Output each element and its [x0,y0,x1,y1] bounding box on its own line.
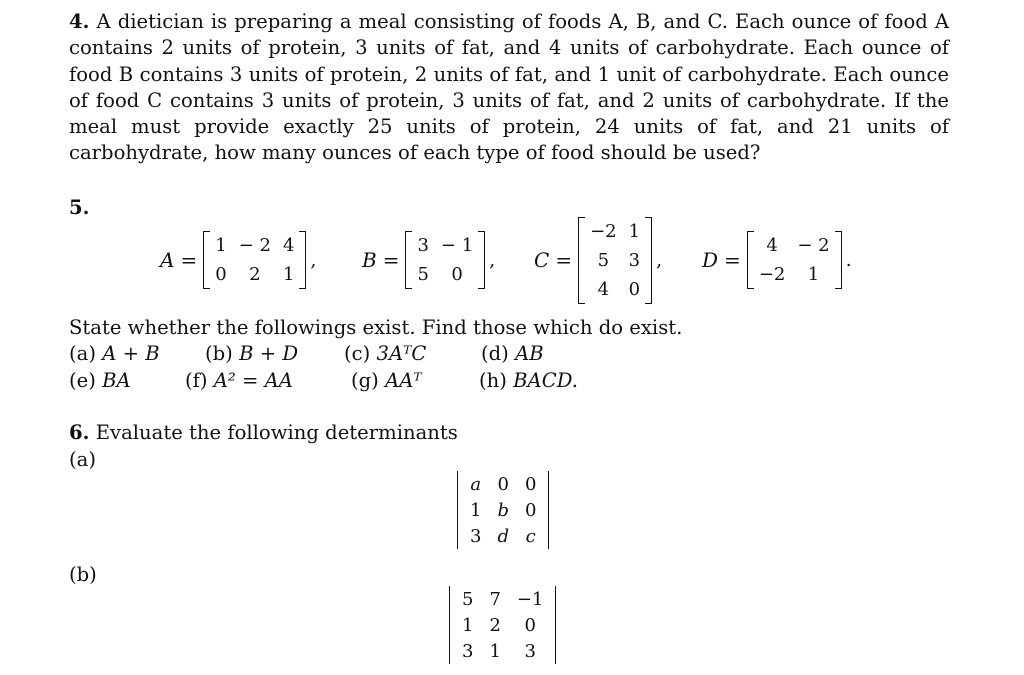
determinant-cell: a [470,473,482,495]
determinant-cell: 5 [462,588,474,610]
question-6-number: 6. [69,421,90,444]
determinant-b [449,586,556,664]
matrix-cell: − 2 [238,235,271,256]
question-5-number: 5. [69,196,90,219]
option-expression: 3AᵀC [376,342,427,365]
matrix-cell: −2 [590,220,617,242]
separator-comma: , [489,249,496,271]
determinant-cell: 3 [462,640,474,662]
equals-sign: = [180,248,198,272]
matrix-cell: 1 [282,264,295,285]
equals-sign: = [555,248,573,272]
option-g [351,369,422,392]
option-expression: A + B [102,342,160,365]
determinant-cell: c [525,525,536,547]
determinant-cell: 0 [497,473,509,495]
matrix-a [203,231,306,289]
option-label: (h) [479,369,507,392]
matrix-label: C [534,248,550,272]
matrix-cell: 3 [628,249,641,271]
option-h [479,369,578,392]
option-expression: BA [102,369,131,392]
option-expression: AB [515,342,544,365]
matrix-cell: − 1 [440,235,474,256]
option-label: (a) [69,342,96,365]
option-label: (c) [344,342,371,365]
matrix-cell: 5 [597,249,610,271]
period: . [845,249,852,271]
determinant-cell: 2 [489,614,501,636]
determinant-cell: −1 [516,588,544,610]
determinant-cell: b [497,499,509,521]
question-4-text: A dietician is preparing a meal consisting of foods A, B, and C. Each ounce of food A contains 2 units of protein, 3 units of fat, and 4 units of carbohydrate. Each ounce of food B contains 3 units of protein, 2 units of fat, and 1 unit of carbohydrate. Each ounce of food C contains 3 units of protein, 3 units of fat, and 2 units of carbohydrate. If the meal must provide exactly 25 units of protein, 24 units of fat, and 21 units of carbohydrate, how many ounces of each type of food should be used? [69,10,950,165]
matrix-label: D [702,248,719,272]
matrix-cell: 5 [417,264,429,285]
matrix-cell: 0 [451,264,463,285]
separator-comma: , [310,249,317,271]
determinant-cell: d [497,525,509,547]
determinant-cell: 7 [489,588,501,610]
option-label: (f) [185,369,208,392]
matrix-cell: 1 [807,264,820,285]
matrix-cell: 0 [628,278,641,300]
determinant-cell: 0 [524,499,537,521]
matrix-cell: 3 [417,235,429,256]
matrix-definitions [0,205,1024,315]
option-b [205,342,298,365]
option-expression: AAᵀ [385,369,422,392]
option-f [185,369,293,392]
matrix-cell: 4 [766,235,778,256]
matrix-b [405,231,485,289]
equals-sign: = [382,248,400,272]
question-5-statement: State whether the followings exist. Find those which do exist. [69,316,683,339]
determinant-cell: 3 [470,525,482,547]
option-label: (e) [69,369,96,392]
option-expression: B + D [239,342,299,365]
question-4 [69,9,949,167]
question-6-heading [69,421,458,444]
option-label: (d) [481,342,509,365]
separator-comma: , [656,249,663,271]
matrix-cell: 0 [215,264,227,285]
matrix-cell: 4 [282,235,295,256]
matrix-cell: 1 [628,220,641,242]
determinant-a [457,471,549,549]
question-4-number: 4. [69,10,90,33]
option-e [69,369,131,392]
determinant-cell: 3 [524,640,536,662]
determinant-cell: 0 [524,614,536,636]
option-c [344,342,426,365]
option-label: (b) [205,342,233,365]
question-6-text: Evaluate the following determinants [95,421,458,444]
matrix-cell: −2 [758,264,786,285]
option-expression: BACD. [513,369,578,392]
matrix-label: A [160,248,175,272]
determinant-cell: 1 [489,640,501,662]
matrix-label: B [362,248,377,272]
option-d [481,342,544,365]
matrix-cell: 4 [597,278,610,300]
equals-sign: = [724,248,741,272]
matrix-a-block [160,205,316,315]
determinant-cell: 1 [462,614,474,636]
matrix-b-block [362,205,495,315]
determinant-cell: 1 [470,499,482,521]
matrix-cell: 2 [249,264,261,285]
matrix-cell: − 2 [797,235,830,256]
matrix-d [747,231,842,289]
part-a-label: (a) [69,448,96,471]
option-label: (g) [351,369,379,392]
matrix-cell: 1 [215,235,227,256]
matrix-d-block [702,205,852,315]
part-b-label: (b) [69,563,97,586]
option-expression: A² = AA [213,369,293,392]
determinant-cell: 0 [524,473,537,495]
matrix-c [578,217,652,304]
matrix-c-block [534,205,662,315]
option-a [69,342,160,365]
